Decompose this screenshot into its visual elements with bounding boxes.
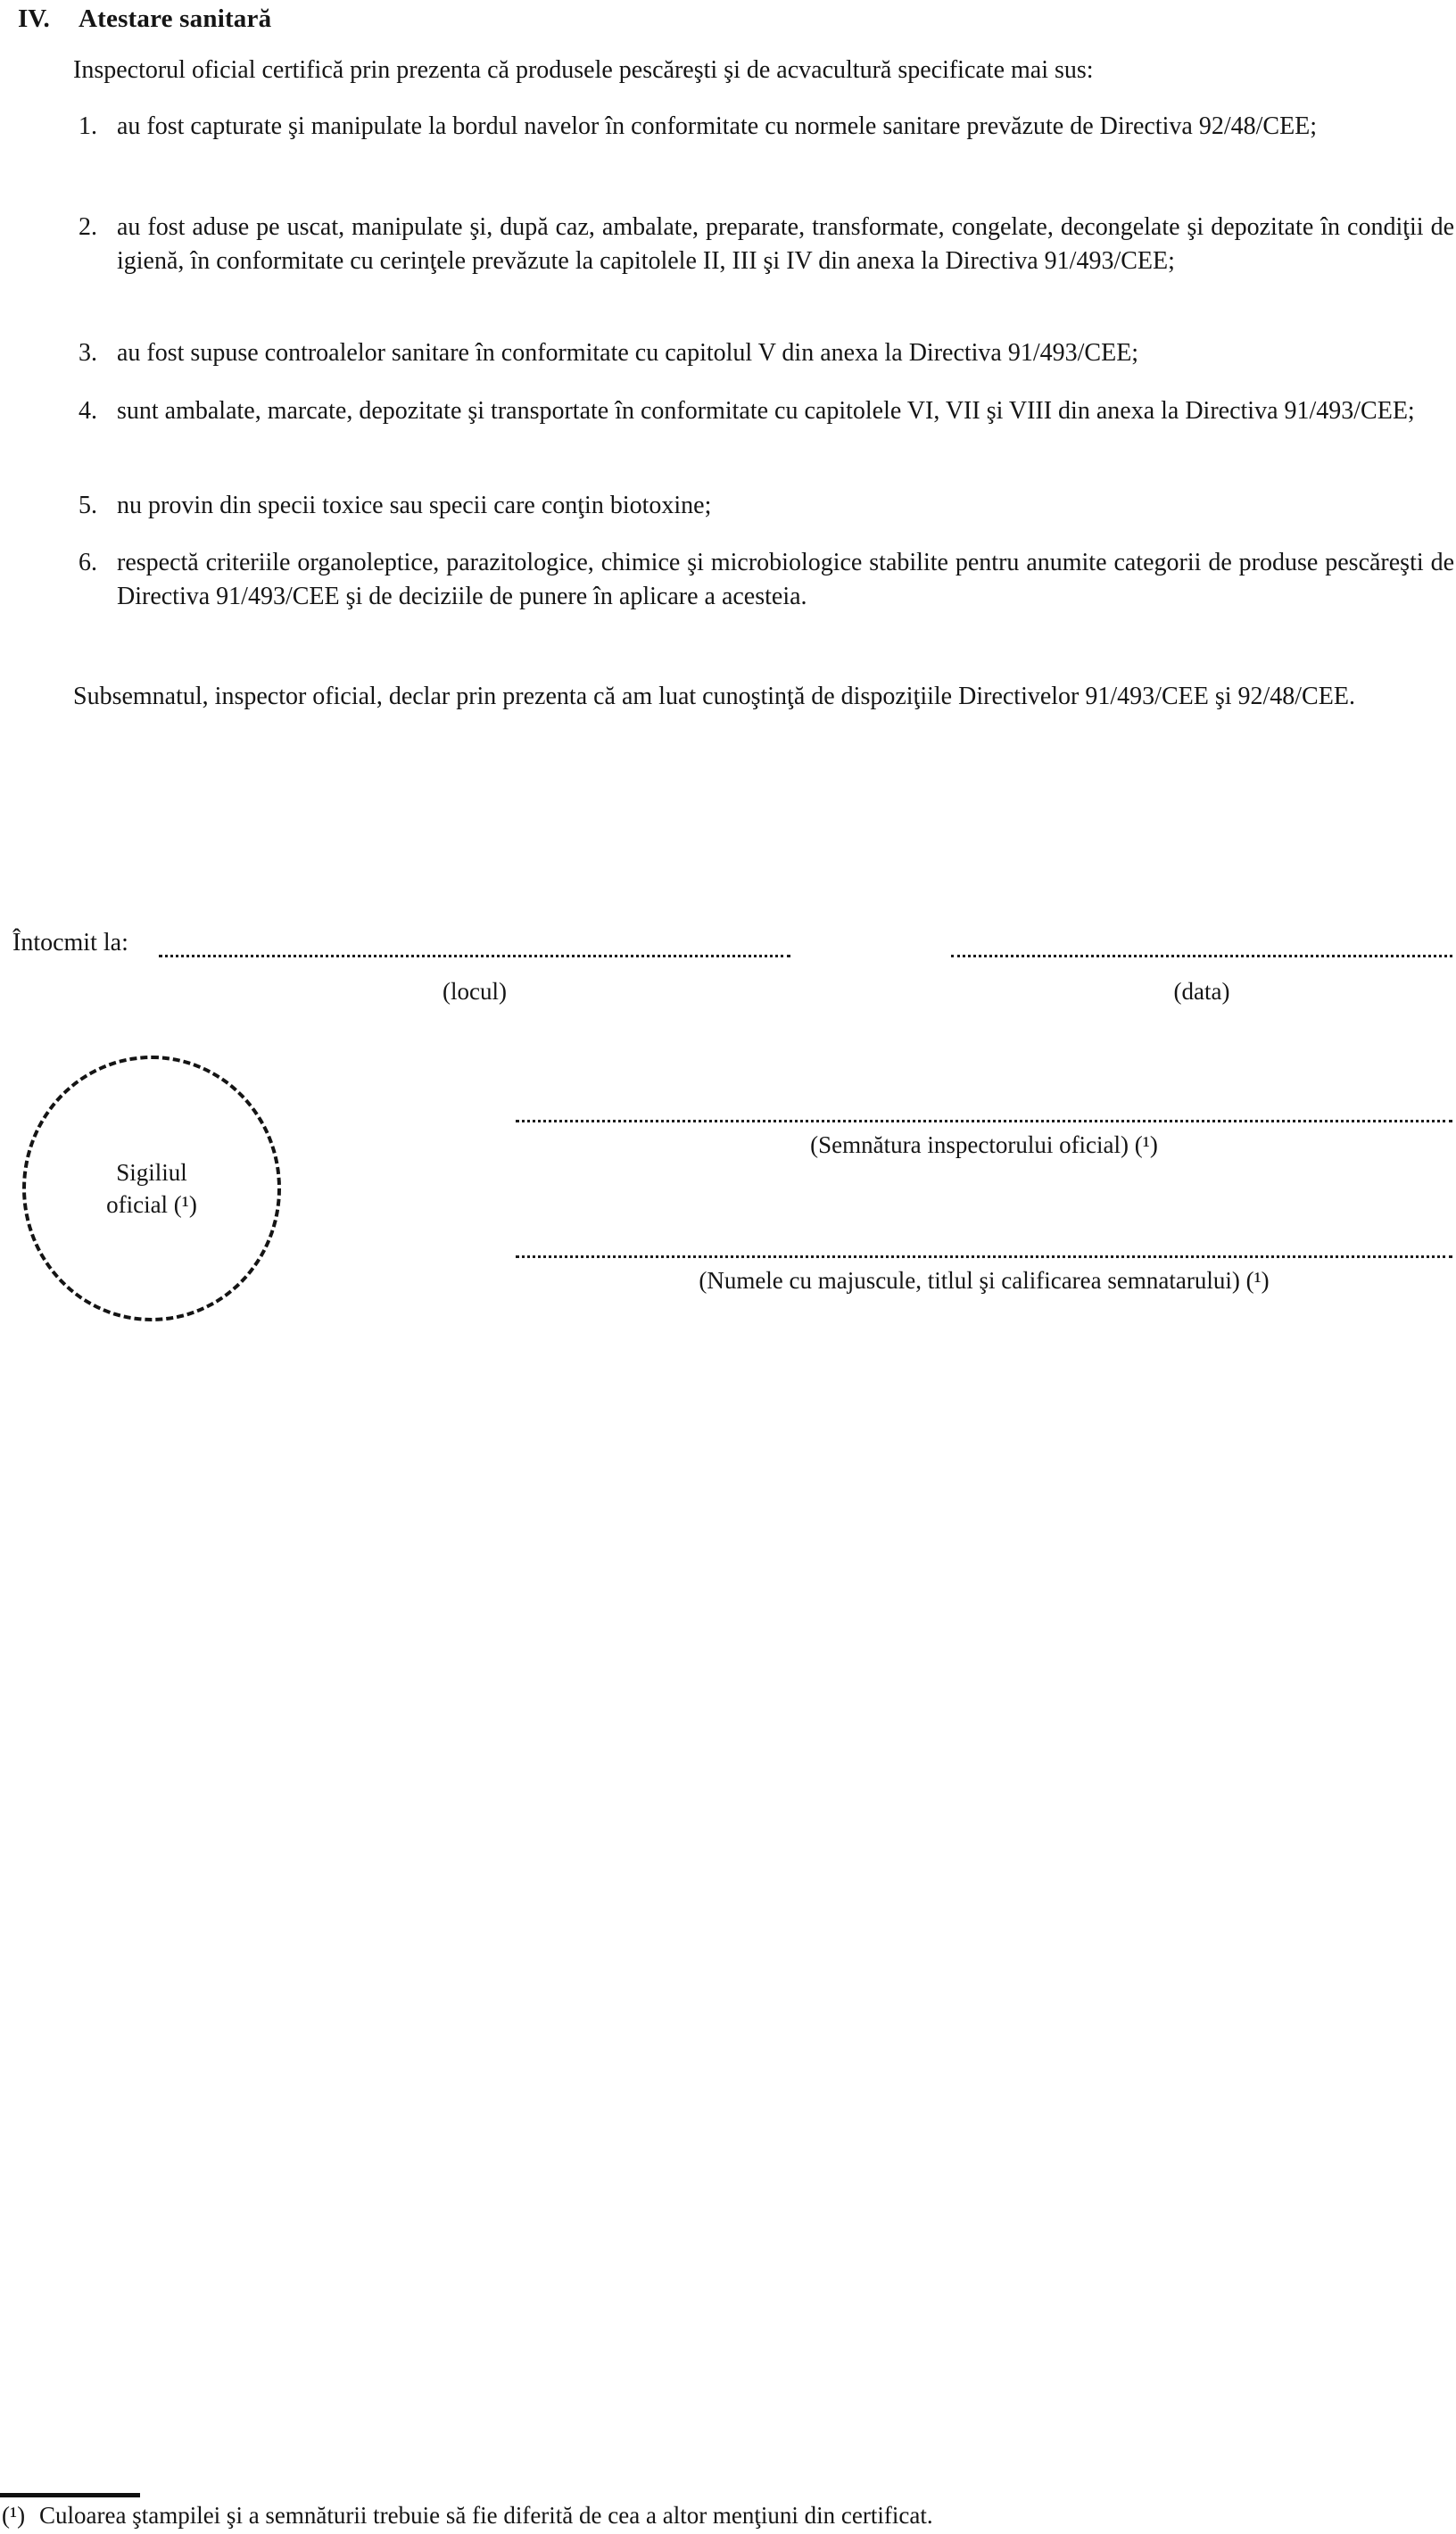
declaration-paragraph: Subsemnatul, inspector oficial, declar prin prezenta că am luat cunoştinţă de dispoziţiile Directivelor 91/493/CEE şi 92/48/CEE.	[73, 683, 1355, 710]
item-number: 2.	[79, 213, 97, 241]
place-caption: (locul)	[443, 978, 507, 1005]
name-fill-line	[516, 1230, 1452, 1258]
item-number: 4.	[79, 397, 97, 425]
section-title: Atestare sanitară	[79, 4, 272, 33]
date-fill-line	[951, 929, 1452, 957]
certification-item-3	[79, 336, 1454, 370]
footnote	[2, 2500, 1429, 2530]
place-fill-line	[159, 929, 790, 957]
certification-item-2	[79, 211, 1454, 278]
date-caption: (data)	[1173, 978, 1230, 1005]
signature-caption: (Semnătura inspectorului oficial) (¹)	[810, 1131, 1158, 1158]
item-text: au fost aduse pe uscat, manipulate şi, după caz, ambalate, preparate, transformate, congelate, decongelate şi depozitate în condiţii de igienă, în conformitate cu cerinţele prevăzute la capitolele II, III şi IV din anexa la Directiva 91/493/CEE;	[117, 213, 1454, 275]
item-text: nu provin din specii toxice sau specii care conţin biotoxine;	[117, 492, 712, 519]
item-number: 5.	[79, 492, 97, 519]
signature-fill-line	[516, 1094, 1452, 1122]
certification-item-6	[79, 546, 1454, 614]
item-text: sunt ambalate, marcate, depozitate şi transportate în conformitate cu capitolele VI, VII şi VIII din anexa la Directiva 91/493/CEE;	[117, 397, 1415, 425]
official-seal	[22, 1056, 281, 1321]
certification-item-1	[79, 110, 1454, 144]
issued-at-label: Întocmit la:	[12, 929, 128, 956]
footnote-separator	[0, 2493, 140, 2497]
footnote-marker: (¹)	[2, 2502, 26, 2529]
name-caption: (Numele cu majuscule, titlul şi calificarea semnatarului) (¹)	[699, 1267, 1270, 1294]
item-number: 6.	[79, 549, 97, 576]
item-text: au fost supuse controalelor sanitare în conformitate cu capitolul V din anexa la Directiva 91/493/CEE;	[117, 339, 1139, 367]
item-text: au fost capturate şi manipulate la bordul navelor în conformitate cu normele sanitare prevăzute de Directiva 92/48/CEE;	[117, 112, 1318, 140]
section-number: IV.	[18, 4, 50, 33]
item-number: 1.	[79, 112, 97, 140]
seal-label-line1: Sigiliul	[116, 1159, 187, 1186]
intro-paragraph: Inspectorul oficial certifică prin prezenta că produsele pescăreşti şi de acvacultură specificate mai sus:	[73, 56, 1094, 84]
certification-item-4	[79, 394, 1454, 428]
certification-item-5	[79, 489, 1454, 523]
item-text: respectă criteriile organoleptice, parazitologice, chimice şi microbiologice stabilite pentru anumite categorii de produse pescăreşti de Directiva 91/493/CEE şi de deciziile de punere în aplicare a acesteia.	[117, 549, 1454, 610]
footnote-text: Culoarea ştampilei şi a semnăturii trebuie să fie diferită de cea a altor menţiuni din certificat.	[39, 2502, 933, 2529]
item-number: 3.	[79, 339, 97, 367]
section-heading	[18, 2, 1454, 36]
seal-label-line2: oficial (¹)	[106, 1191, 197, 1218]
